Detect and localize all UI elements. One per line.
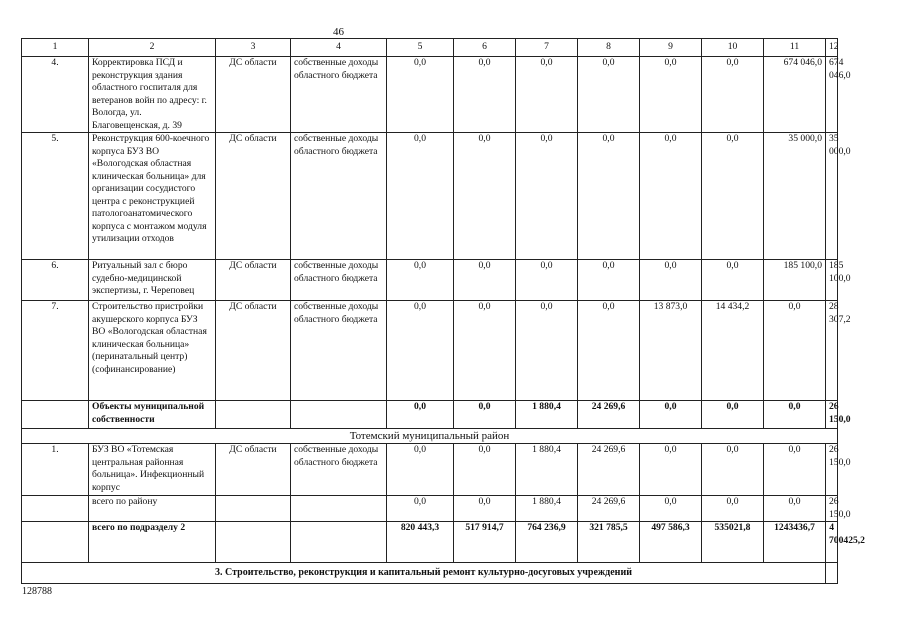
value-cell: 24 269,6 — [578, 401, 640, 429]
value-cell: 35 000,0 — [826, 133, 838, 260]
value-cell: 0,0 — [640, 401, 702, 429]
table-row — [22, 57, 838, 133]
column-header: 1 — [22, 39, 89, 57]
value-cell: 497 586,3 — [640, 522, 702, 563]
value-cell: 0,0 — [387, 133, 454, 260]
source-cell: ДС области — [216, 301, 291, 401]
column-header: 11 — [764, 39, 826, 57]
value-cell: 0,0 — [454, 57, 516, 133]
total-label: Объекты муниципальной собственности — [89, 401, 216, 429]
value-cell: 0,0 — [387, 496, 454, 522]
funding-cell: собственные доходы областного бюджета — [291, 260, 387, 301]
value-cell: 0,0 — [387, 444, 454, 496]
value-cell: 185 100,0 — [764, 260, 826, 301]
funding-cell: собственные доходы областного бюджета — [291, 444, 387, 496]
value-cell: 0,0 — [516, 301, 578, 401]
total-label: всего по району — [89, 496, 216, 522]
value-cell: 0,0 — [387, 401, 454, 429]
value-cell: 517 914,7 — [454, 522, 516, 563]
object-name: Реконструкция 600-коечного корпуса БУЗ ВО «Вологодская областная клиническая больница» для организации сосудистого центра с реконструкцией патологоанатомического корпуса с монтажом модуля утилизации отходов — [89, 133, 216, 260]
value-cell: 24 269,6 — [578, 496, 640, 522]
value-cell: 0,0 — [516, 57, 578, 133]
value-cell: 0,0 — [516, 260, 578, 301]
value-cell: 0,0 — [454, 496, 516, 522]
value-cell: 0,0 — [454, 260, 516, 301]
object-name: Строительство пристройки акушерского корпуса БУЗ ВО «Вологодская областная клиническая больница» (перинатальный центр) (софинансирование) — [89, 301, 216, 401]
column-header: 12 — [826, 39, 838, 57]
value-cell: 674 046,0 — [764, 57, 826, 133]
value-cell: 14 434,2 — [702, 301, 764, 401]
value-cell: 1 880,4 — [516, 496, 578, 522]
value-cell: 0,0 — [454, 133, 516, 260]
value-cell: 185 100,0 — [826, 260, 838, 301]
value-cell: 26 150,0 — [826, 496, 838, 522]
section-title: 3. Строительство, реконструкция и капитальный ремонт культурно-досуговых учреждений — [22, 563, 826, 584]
column-header-row — [22, 39, 838, 57]
value-cell: 0,0 — [578, 301, 640, 401]
value-cell: 0,0 — [702, 260, 764, 301]
value-cell: 0,0 — [387, 260, 454, 301]
object-name: БУЗ ВО «Тотемская центральная районная больница». Инфекционный корпус — [89, 444, 216, 496]
value-cell: 0,0 — [387, 57, 454, 133]
value-cell: 0,0 — [764, 496, 826, 522]
value-cell: 0,0 — [702, 496, 764, 522]
district-total-row — [22, 496, 838, 522]
row-number: 7. — [22, 301, 89, 401]
value-cell: 0,0 — [516, 133, 578, 260]
object-name: Ритуальный зал с бюро судебно-медицинской экспертизы, г. Череповец — [89, 260, 216, 301]
value-cell: 0,0 — [387, 301, 454, 401]
value-cell: 0,0 — [454, 301, 516, 401]
column-header: 6 — [454, 39, 516, 57]
value-cell: 0,0 — [640, 57, 702, 133]
source-cell: ДС области — [216, 260, 291, 301]
value-cell: 674 046,0 — [826, 57, 838, 133]
value-cell: 0,0 — [764, 444, 826, 496]
budget-table — [21, 38, 865, 584]
table-row — [22, 444, 838, 496]
value-cell: 0,0 — [640, 260, 702, 301]
column-header: 7 — [516, 39, 578, 57]
value-cell: 0,0 — [578, 57, 640, 133]
value-cell: 0,0 — [702, 444, 764, 496]
section-3-row — [22, 563, 838, 584]
value-cell: 35 000,0 — [764, 133, 826, 260]
column-header: 8 — [578, 39, 640, 57]
municipal-total-row — [22, 401, 838, 429]
row-number: 1. — [22, 444, 89, 496]
value-cell: 0,0 — [578, 133, 640, 260]
table-row — [22, 133, 838, 260]
total-label: всего по подразделу 2 — [89, 522, 216, 563]
funding-cell: собственные доходы областного бюджета — [291, 301, 387, 401]
value-cell: 0,0 — [702, 57, 764, 133]
value-cell: 1 880,4 — [516, 444, 578, 496]
column-header: 10 — [702, 39, 764, 57]
value-cell: 0,0 — [702, 401, 764, 429]
table-row — [22, 260, 838, 301]
row-number: 4. — [22, 57, 89, 133]
row-number: 5. — [22, 133, 89, 260]
table-row — [22, 301, 838, 401]
column-header: 5 — [387, 39, 454, 57]
column-header: 9 — [640, 39, 702, 57]
value-cell: 0,0 — [702, 133, 764, 260]
value-cell: 28 307,2 — [826, 301, 838, 401]
value-cell: 321 785,5 — [578, 522, 640, 563]
district-header-row — [22, 429, 838, 444]
column-header: 3 — [216, 39, 291, 57]
district-header: Тотемский муниципальный район — [22, 429, 838, 444]
value-cell: 764 236,9 — [516, 522, 578, 563]
source-cell: ДС области — [216, 57, 291, 133]
funding-cell: собственные доходы областного бюджета — [291, 133, 387, 260]
value-cell: 1243436,7 — [764, 522, 826, 563]
funding-cell: собственные доходы областного бюджета — [291, 57, 387, 133]
source-cell: ДС области — [216, 133, 291, 260]
value-cell: 0,0 — [764, 301, 826, 401]
row-number: 6. — [22, 260, 89, 301]
value-cell: 0,0 — [578, 260, 640, 301]
value-cell: 0,0 — [764, 401, 826, 429]
source-cell: ДС области — [216, 444, 291, 496]
value-cell: 0,0 — [454, 444, 516, 496]
value-cell: 0,0 — [640, 444, 702, 496]
value-cell: 535021,8 — [702, 522, 764, 563]
value-cell: 13 873,0 — [640, 301, 702, 401]
value-cell: 4 700425,2 — [826, 522, 838, 563]
value-cell: 26 150,0 — [826, 401, 838, 429]
value-cell: 0,0 — [454, 401, 516, 429]
value-cell: 820 443,3 — [387, 522, 454, 563]
object-name: Корректировка ПСД и реконструкция здания областного госпиталя для ветеранов войн по адресу: г. Вологда, ул. Благовещенская, д. 39 — [89, 57, 216, 133]
value-cell: 24 269,6 — [578, 444, 640, 496]
value-cell: 1 880,4 — [516, 401, 578, 429]
page-number: 46 — [333, 26, 344, 38]
value-cell: 0,0 — [640, 133, 702, 260]
subsection-total-row — [22, 522, 838, 563]
column-header: 2 — [89, 39, 216, 57]
value-cell: 0,0 — [640, 496, 702, 522]
value-cell: 26 150,0 — [826, 444, 838, 496]
column-header: 4 — [291, 39, 387, 57]
document-code: 128788 — [22, 586, 52, 597]
